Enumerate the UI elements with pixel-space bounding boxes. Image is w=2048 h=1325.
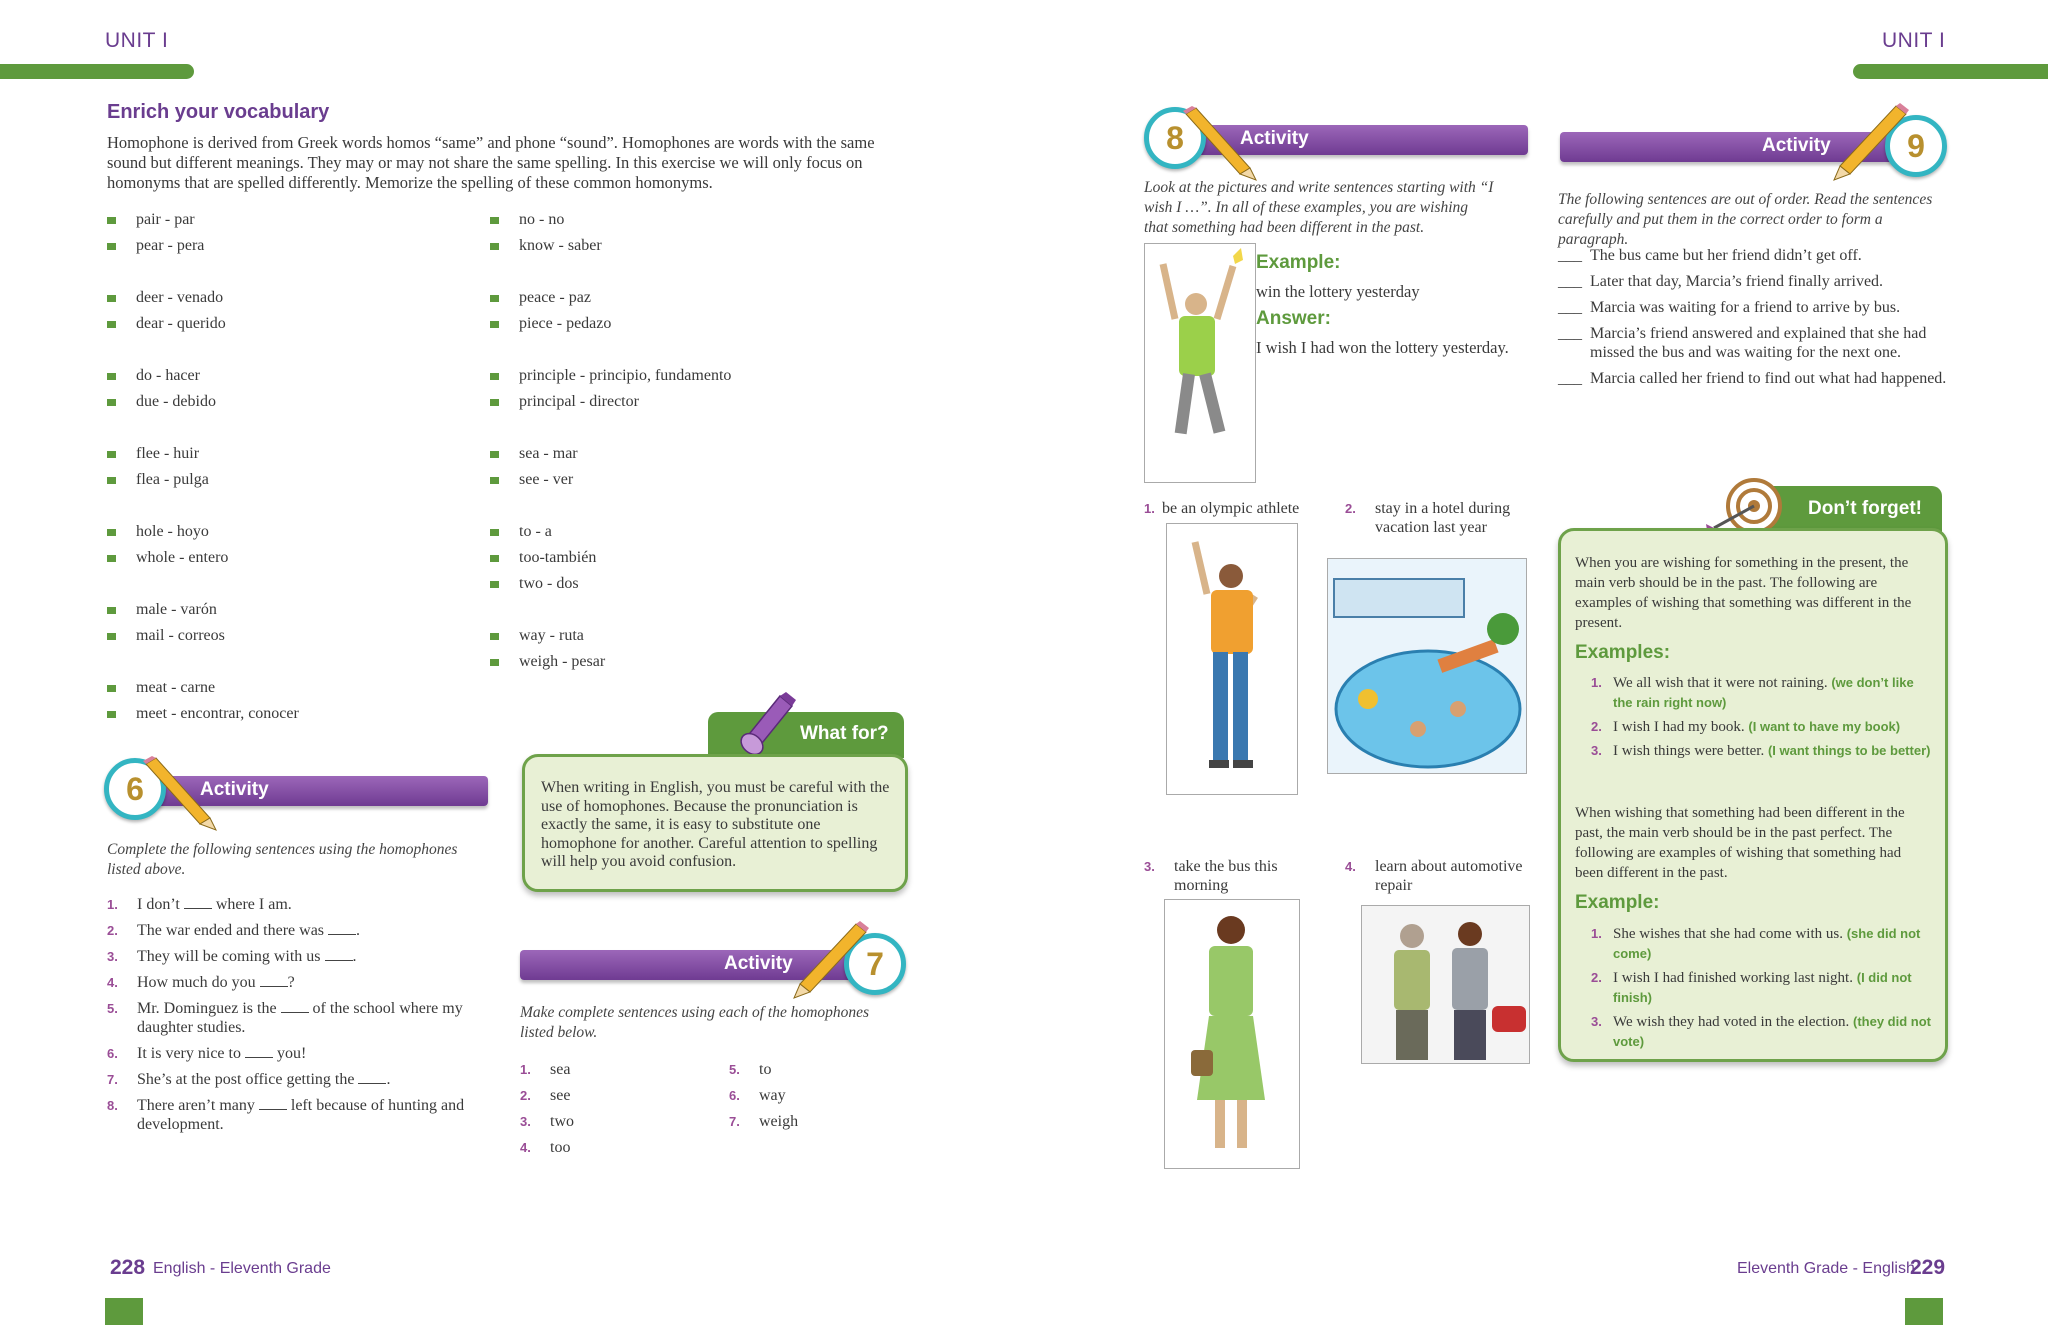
list-item: see - ver (490, 467, 870, 493)
page-number-left: 228 (110, 1256, 146, 1279)
list-item: 1. sea (520, 1061, 571, 1078)
page-number-right: 229 (1910, 1256, 1946, 1279)
hotel-pool-image (1327, 558, 1527, 774)
footer-text-right: Eleventh Grade - English (1737, 1260, 1915, 1277)
example-label-2: Example: (1575, 892, 1660, 913)
list-item: know - saber (490, 233, 870, 259)
activity-6-label: Activity (200, 779, 269, 800)
dont-forget-box (1558, 528, 1948, 1062)
homophone-group (107, 285, 457, 363)
list-item: ___ The bus came but her friend didn’t get off. (1558, 247, 1862, 264)
list-item: whole - entero (107, 545, 457, 571)
homophone-group (490, 285, 870, 363)
list-item: 5. Mr. Dominguez is the of the school where my daughter studies. (107, 1000, 463, 1036)
activity-7-label: Activity (724, 953, 793, 974)
list-item: 1. She wishes that she had come with us. (she did not come) (1591, 926, 1921, 961)
homophone-list-col1 (107, 207, 457, 753)
examples-label: Examples: (1575, 642, 1671, 663)
list-item: piece - pedazo (490, 311, 870, 337)
list-item: two - dos (490, 571, 870, 597)
picture-caption-3: 3. take the bus this morning (1144, 858, 1278, 894)
what-for-title: What for? (800, 723, 889, 744)
activity-number: 8 (1166, 119, 1184, 156)
homophone-list-col2 (490, 207, 870, 701)
list-item: hole - hoyo (107, 519, 457, 545)
vocab-intro: Homophone is derived from Greek words homos “same” and phone “sound”. Homophones are words with the same sound but different meanings. They may or may not share the same spelling. In this exercise we will only focus on homonyms that are spelled differently. Memorize the spelling of these common homonyms. (107, 133, 875, 192)
homophone-group (107, 597, 457, 675)
footer-block-right (1905, 1298, 1943, 1325)
example-label: Example: (1256, 252, 1341, 273)
examples-list (1591, 673, 1931, 765)
list-item: 3. We wish they had voted in the election. (they did not vote) (1591, 1014, 1931, 1049)
list-item: too-también (490, 545, 870, 571)
athlete-illustration (1167, 524, 1297, 794)
dont-forget-p1: When you are wishing for something in the present, the main verb should be in the past. The following are examples of wishing that something was different in the present. (1575, 555, 1912, 631)
athlete-image (1166, 523, 1298, 795)
list-item: way - ruta (490, 623, 870, 649)
homophone-group (490, 363, 870, 441)
homophone-group (490, 519, 870, 623)
activity-6-list (107, 895, 467, 1141)
list-item: 6. It is very nice to you! (107, 1045, 307, 1062)
list-item: to - a (490, 519, 870, 545)
list-item: sea - mar (490, 441, 870, 467)
pool-illustration (1328, 559, 1526, 773)
header-bar-left (0, 64, 194, 79)
activity-number: 7 (866, 945, 884, 982)
unit-label-right: UNIT I (1882, 29, 1946, 52)
picture-caption-2: 2. stay in a hotel during vacation last year (1345, 500, 1511, 536)
picture-caption-4: 4. learn about automotive repair (1345, 858, 1523, 894)
list-item: meat - carne (107, 675, 457, 701)
homophone-group (490, 623, 870, 701)
list-item: pair - par (107, 207, 457, 233)
pencil-icon (140, 756, 220, 832)
list-item: principle - principio, fundamento (490, 363, 870, 389)
dont-forget-title: Don’t forget! (1808, 498, 1922, 519)
list-item: 7. She’s at the post office getting the . (107, 1071, 391, 1088)
list-item: do - hacer (107, 363, 457, 389)
list-item: 2. I wish I had finished working last night. (I did not finish) (1591, 970, 1912, 1005)
vocab-title: Enrich your vocabulary (107, 101, 330, 123)
activity-8-label: Activity (1240, 128, 1309, 149)
homophone-group (490, 441, 870, 519)
list-item: flee - huir (107, 441, 457, 467)
list-item: 5. to (729, 1061, 772, 1078)
list-item: 1. We all wish that it were not raining. (we don’t like the rain right now) (1591, 675, 1914, 710)
list-item: due - debido (107, 389, 457, 415)
activity-7-list-col1 (520, 1060, 680, 1164)
list-item: deer - venado (107, 285, 457, 311)
list-item: male - varón (107, 597, 457, 623)
footer-text-left: English - Eleventh Grade (153, 1260, 331, 1277)
list-item: 1. I don’t where I am. (107, 896, 292, 913)
list-item: ___ Later that day, Marcia’s friend finally arrived. (1558, 273, 1884, 290)
examples-list-2 (1591, 924, 1931, 1056)
dont-forget-p2: When wishing that something had been different in the past, the main verb should be in the past perfect. The following are examples of wishing that something had been different in the past. (1575, 805, 1905, 881)
what-for-box (522, 754, 908, 892)
list-item: 6. way (729, 1087, 786, 1104)
list-item: ___ Marcia was waiting for a friend to arrive by bus. (1558, 299, 1901, 316)
homophone-group (107, 207, 457, 285)
homophone-group (107, 675, 457, 753)
pencil-icon (1830, 102, 1910, 182)
celebrating-man-illustration (1145, 244, 1255, 482)
list-item: principal - director (490, 389, 870, 415)
activity-9-label: Activity (1762, 135, 1831, 156)
homophone-group (107, 363, 457, 441)
list-item: 3. two (520, 1113, 574, 1130)
list-item: pear - pera (107, 233, 457, 259)
list-item: dear - querido (107, 311, 457, 337)
auto-repair-image (1361, 905, 1530, 1064)
list-item: 2. see (520, 1087, 571, 1104)
list-item: ___ Marcia called her friend to find out what had happened. (1558, 370, 1947, 387)
activity-7-list-col2 (729, 1060, 889, 1138)
activity-9-list (1558, 246, 1950, 395)
activity-8-instruction: Look at the pictures and write sentences starting with “I wish I …”. In all of these examples, you are wishing that something had been different in the past. (1144, 179, 1494, 236)
homophone-group (107, 519, 457, 597)
woman-illustration (1165, 900, 1299, 1168)
woman-bus-image (1164, 899, 1300, 1169)
list-item: 3. They will be coming with us . (107, 948, 357, 965)
lottery-winner-image (1144, 243, 1256, 483)
list-item: 7. weigh (729, 1113, 799, 1130)
mechanics-illustration (1362, 906, 1529, 1063)
activity-number: 6 (126, 770, 144, 807)
answer-label: Answer: (1256, 308, 1331, 329)
list-item: mail - correos (107, 623, 457, 649)
pencil-icon (1180, 106, 1260, 182)
list-item: no - no (490, 207, 870, 233)
pencil-icon (790, 920, 870, 1000)
activity-number: 9 (1907, 127, 1925, 164)
list-item: ___ Marcia’s friend answered and explained that she had missed the bus and was waiting for the next one. (1558, 325, 1927, 361)
activity-6-instruction: Complete the following sentences using the homophones listed above. (107, 841, 458, 878)
example-text: win the lottery yesterday (1256, 282, 1420, 301)
activity-7-instruction: Make complete sentences using each of the homophones listed below. (520, 1004, 870, 1041)
list-item: 2. The war ended and there was . (107, 922, 361, 939)
list-item: meet - encontrar, conocer (107, 701, 457, 727)
picture-caption-1: 1. be an olympic athlete (1144, 500, 1300, 517)
what-for-text: When writing in English, you must be careful with the use of homophones. Because the pronunciation is exactly the same, it is easy to substitute one homophone for another. Careful attention to spelling will help you avoid confusion. (541, 779, 890, 870)
activity-9-instruction: The following sentences are out of order. Read the sentences carefully and put them in the correct order to form a paragraph. (1558, 191, 1933, 248)
list-item: 2. I wish I had my book. (I want to have my book) (1591, 719, 1901, 735)
homophone-group (107, 441, 457, 519)
answer-text: I wish I had won the lottery yesterday. (1256, 338, 1509, 357)
header-bar-right (1853, 64, 2048, 79)
unit-label-left: UNIT I (105, 29, 169, 52)
list-item: weigh - pesar (490, 649, 870, 675)
list-item: 4. too (520, 1139, 571, 1156)
list-item: peace - paz (490, 285, 870, 311)
homophone-group (490, 207, 870, 285)
footer-block-left (105, 1298, 143, 1325)
list-item: 4. How much do you ? (107, 974, 295, 991)
list-item: flea - pulga (107, 467, 457, 493)
list-item: 8. There aren’t many left because of hunting and development. (107, 1097, 465, 1133)
list-item: 3. I wish things were better. (I want things to be better) (1591, 743, 1931, 759)
